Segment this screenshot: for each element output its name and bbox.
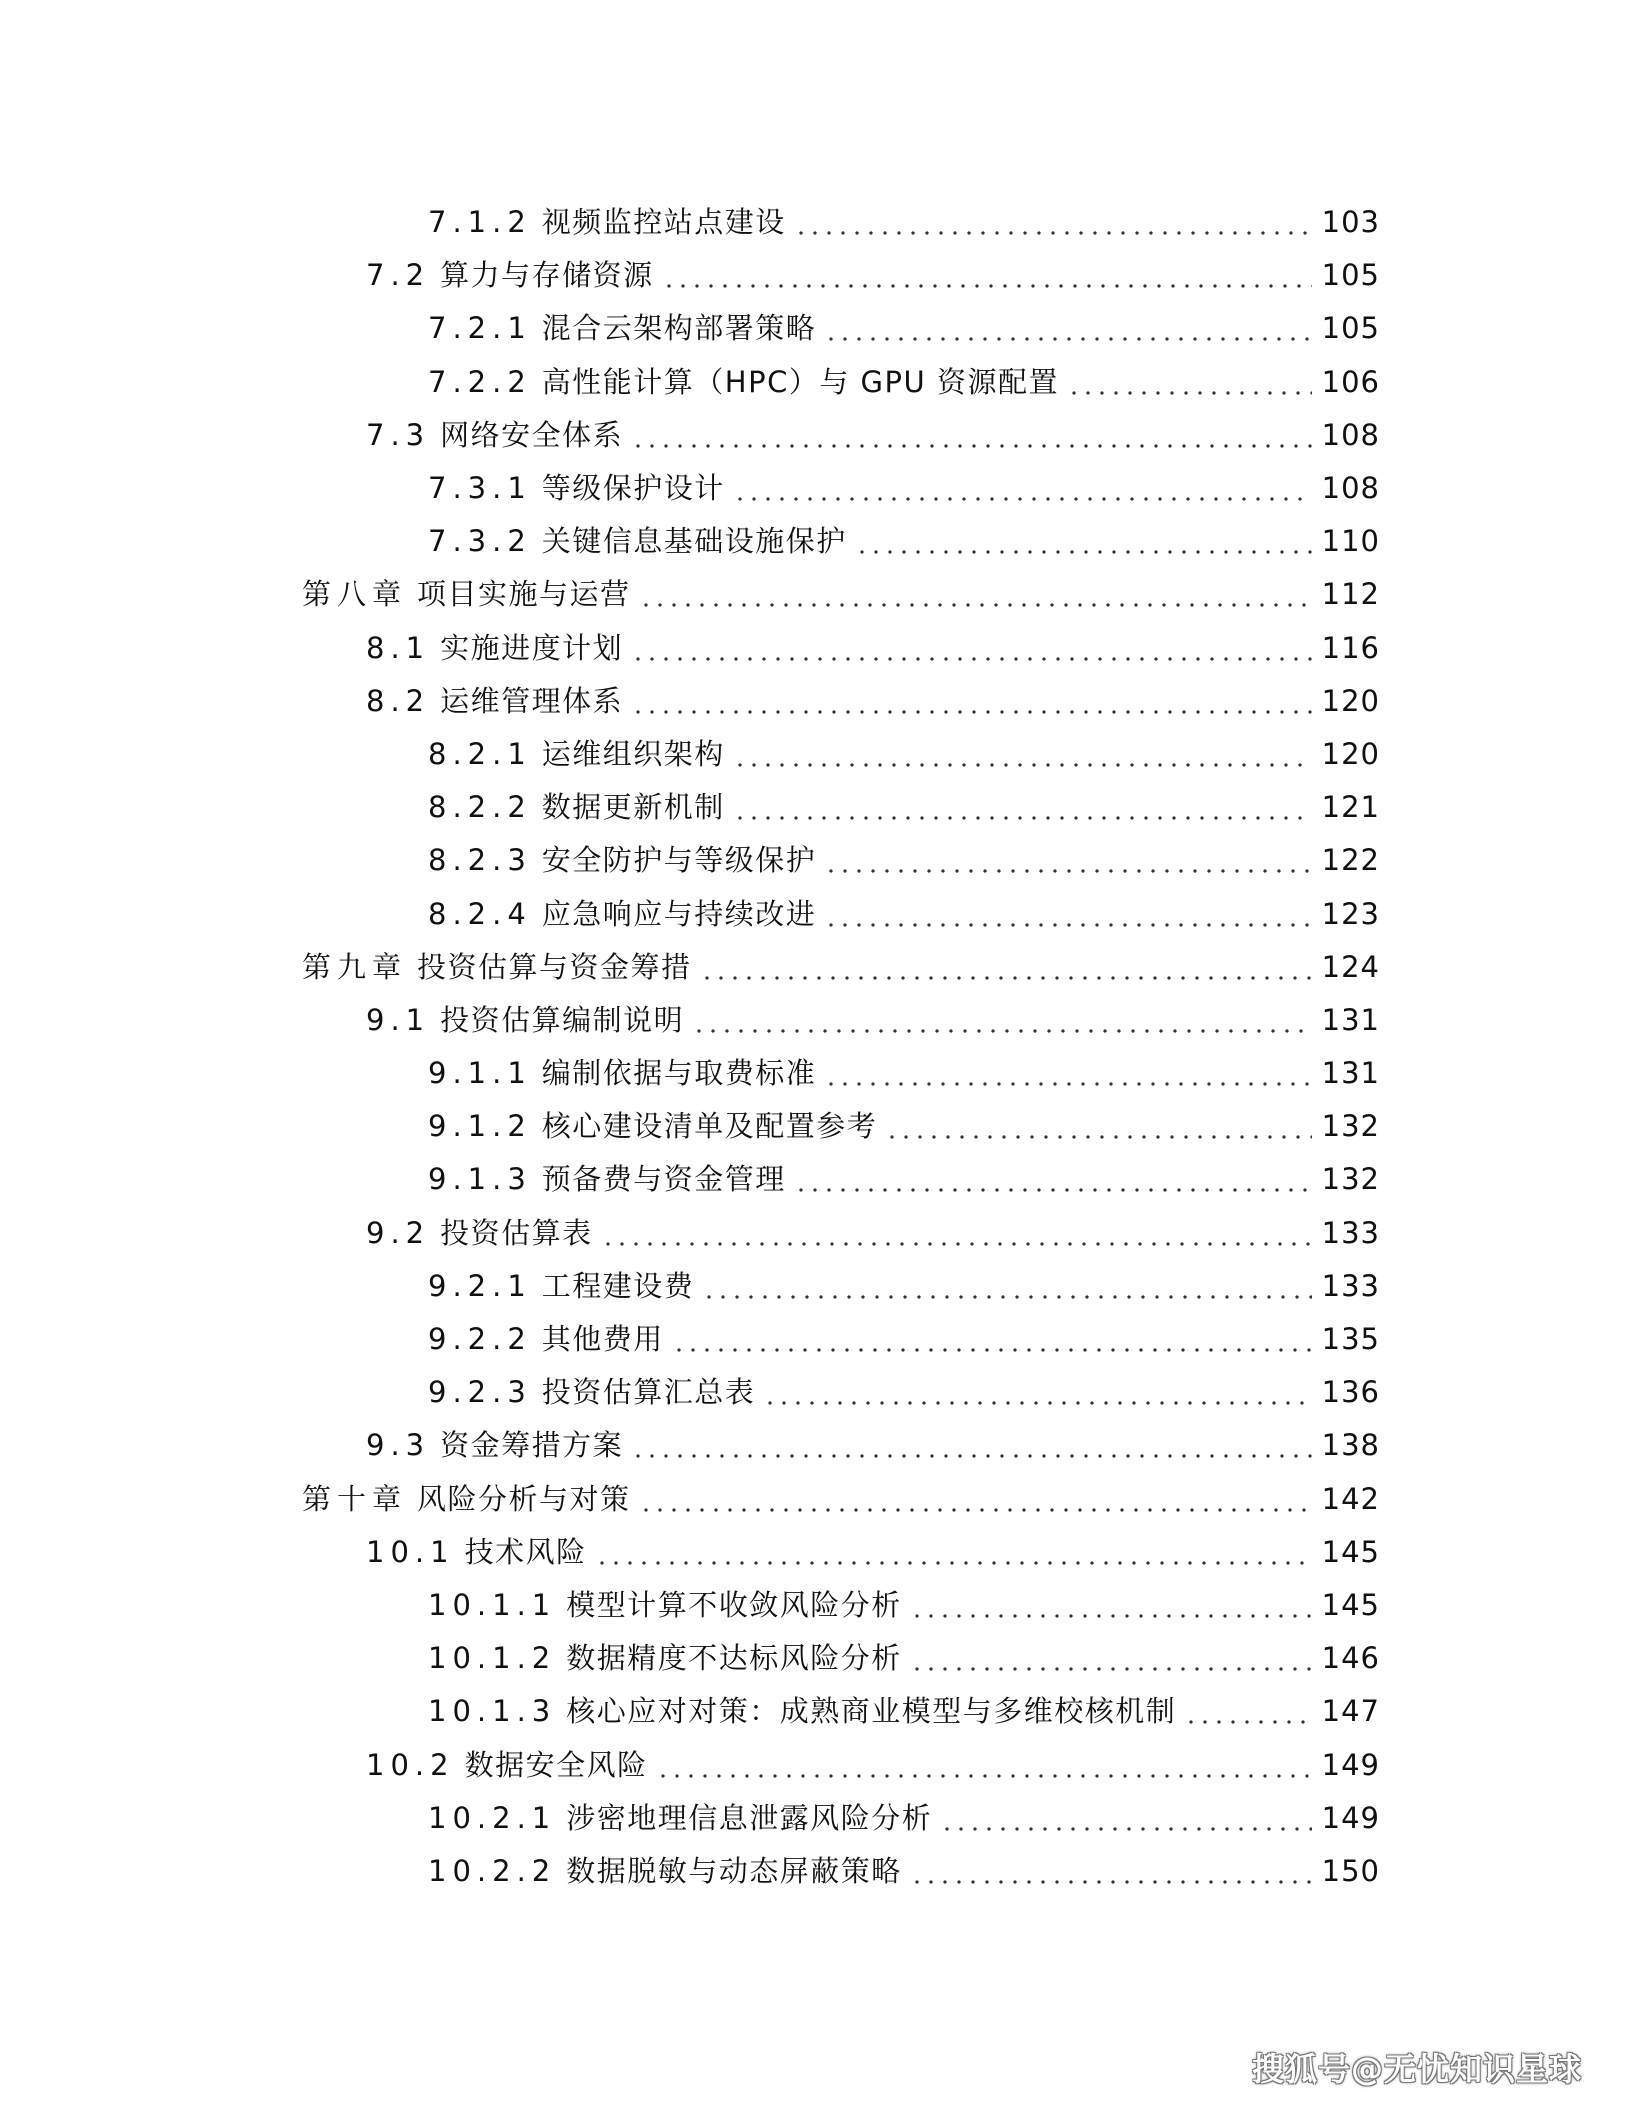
dot-leader xyxy=(631,687,1312,716)
toc-entry-number: 8.2 xyxy=(366,683,431,718)
toc-entry-title: 投资估算汇总表 xyxy=(541,1375,756,1410)
toc-entry-number: 9.1 xyxy=(366,1002,431,1037)
toc-entry-number: 7.3.1 xyxy=(428,471,532,506)
toc-entry-page-number: 133 xyxy=(1321,1215,1380,1250)
toc-entry-label xyxy=(428,1587,902,1622)
toc-entry-number: 8.2.2 xyxy=(428,790,532,825)
toc-entry[interactable] xyxy=(0,994,1632,1047)
dot-leader xyxy=(885,1112,1311,1141)
toc-entry[interactable] xyxy=(0,1579,1632,1632)
dot-leader xyxy=(733,740,1312,769)
toc-entry-number: 9.2.3 xyxy=(428,1375,532,1410)
toc-entry-number: 7.3.2 xyxy=(428,524,532,559)
toc-entry-page-number: 145 xyxy=(1321,1587,1380,1622)
toc-entry-page-number: 149 xyxy=(1321,1747,1380,1782)
toc-entry-label xyxy=(366,1428,624,1463)
toc-entry[interactable] xyxy=(0,622,1632,675)
toc-entry[interactable] xyxy=(0,887,1632,940)
toc-entry-title: 其他费用 xyxy=(541,1322,664,1357)
toc-entry[interactable] xyxy=(0,1419,1632,1472)
toc-entry-title: 视频监控站点建设 xyxy=(541,205,786,240)
toc-entry-page-number: 146 xyxy=(1321,1641,1380,1676)
toc-entry-page-number: 132 xyxy=(1321,1162,1380,1197)
toc-entry-title: 风险分析与对策 xyxy=(417,1481,631,1516)
toc-entry[interactable] xyxy=(0,568,1632,621)
toc-entry-page-number: 122 xyxy=(1321,843,1380,878)
toc-entry-number: 10.1.1 xyxy=(428,1587,557,1622)
dot-leader xyxy=(794,208,1312,237)
toc-entry-title: 投资估算与资金筹措 xyxy=(417,949,692,984)
dot-leader xyxy=(639,1485,1312,1514)
toc-entry-number: 10.2 xyxy=(366,1747,455,1782)
toc-entry-label xyxy=(302,1481,631,1516)
toc-entry-label xyxy=(366,683,624,718)
dot-leader xyxy=(794,1165,1312,1194)
toc-entry-page-number: 131 xyxy=(1321,1002,1380,1037)
toc-entry-label xyxy=(366,630,624,665)
dot-leader xyxy=(824,846,1311,875)
watermark: 搜狐号@无忧知识星球 xyxy=(1251,2050,1582,2088)
toc-entry-number: 8.2.3 xyxy=(428,843,532,878)
toc-entry-number: 7.2 xyxy=(366,258,431,293)
toc-entry[interactable] xyxy=(0,1260,1632,1313)
toc-entry-number: 7.2.2 xyxy=(428,364,532,399)
toc-entry-number: 9.1.1 xyxy=(428,1056,532,1091)
toc-entry-label xyxy=(428,1322,664,1357)
toc-entry-number: 8.2.1 xyxy=(428,736,532,771)
dot-leader xyxy=(910,1857,1312,1886)
toc-entry-label xyxy=(428,896,817,931)
toc-entry-page-number: 124 xyxy=(1321,949,1380,984)
toc-entry-title: 预备费与资金管理 xyxy=(541,1162,786,1197)
toc-entry-title: 实施进度计划 xyxy=(440,630,624,665)
toc-entry[interactable] xyxy=(0,1473,1632,1526)
toc-entry[interactable] xyxy=(0,462,1632,515)
toc-entry-page-number: 105 xyxy=(1321,258,1380,293)
dot-leader xyxy=(692,1006,1312,1035)
toc-entry-page-number: 133 xyxy=(1321,1268,1380,1303)
dot-leader xyxy=(824,1059,1311,1088)
toc-entry-page-number: 138 xyxy=(1321,1428,1380,1463)
toc-entry-label xyxy=(428,1641,902,1676)
toc-entry-label xyxy=(428,205,786,240)
toc-entry-title: 等级保护设计 xyxy=(541,471,725,506)
toc-entry[interactable] xyxy=(0,196,1632,249)
toc-entry-number: 8.1 xyxy=(366,630,431,665)
toc-entry-label xyxy=(428,736,725,771)
toc-entry-page-number: 145 xyxy=(1321,1534,1380,1569)
dot-leader xyxy=(631,1431,1312,1460)
toc-entry-label xyxy=(428,1694,1177,1729)
dot-leader xyxy=(910,1591,1312,1620)
toc-entry-title: 混合云架构部署策略 xyxy=(541,311,817,346)
toc-entry-page-number: 105 xyxy=(1321,311,1380,346)
toc-entry-title: 资金筹措方案 xyxy=(440,1428,624,1463)
toc-entry[interactable] xyxy=(0,1685,1632,1738)
dot-leader xyxy=(733,474,1312,503)
toc-entry-label xyxy=(428,364,1059,399)
toc-entry-page-number: 120 xyxy=(1321,736,1380,771)
toc-entry-title: 编制依据与取费标准 xyxy=(541,1056,817,1091)
toc-entry[interactable] xyxy=(0,1738,1632,1791)
toc-entry-label xyxy=(428,524,847,559)
dot-leader xyxy=(631,421,1312,450)
dot-leader xyxy=(1067,368,1312,397)
toc-entry-label xyxy=(366,258,654,293)
toc-entry-page-number: 149 xyxy=(1321,1800,1380,1835)
toc-entry-title: 数据更新机制 xyxy=(541,790,725,825)
dot-leader xyxy=(639,580,1312,609)
toc-entry-page-number: 108 xyxy=(1321,417,1380,452)
toc-entry[interactable] xyxy=(0,675,1632,728)
toc-entry-label xyxy=(428,1056,817,1091)
toc-entry-number: 10.1.2 xyxy=(428,1641,557,1676)
toc-entry-label xyxy=(428,1800,933,1835)
dot-leader xyxy=(763,1378,1311,1407)
toc-entry-label xyxy=(302,949,692,984)
toc-entry-page-number: 136 xyxy=(1321,1375,1380,1410)
toc-entry-title: 安全防护与等级保护 xyxy=(541,843,817,878)
dot-leader xyxy=(733,793,1312,822)
dot-leader xyxy=(1184,1697,1311,1726)
toc-entry-page-number: 103 xyxy=(1321,205,1380,240)
dot-leader xyxy=(656,1751,1312,1780)
dot-leader xyxy=(631,634,1312,663)
toc-entry[interactable] xyxy=(0,781,1632,834)
toc-entry-number: 9.1.2 xyxy=(428,1109,532,1144)
toc-entry-label xyxy=(428,1109,878,1144)
toc-entry[interactable] xyxy=(0,834,1632,887)
toc-entry[interactable] xyxy=(0,356,1632,409)
toc-entry-title: 核心应对对策：成熟商业模型与多维校核机制 xyxy=(566,1694,1177,1729)
toc-entry-page-number: 150 xyxy=(1321,1853,1380,1888)
toc-entry-label xyxy=(428,1162,786,1197)
toc-entry-number: 10.1 xyxy=(366,1534,455,1569)
toc-entry[interactable] xyxy=(0,941,1632,994)
toc-entry-page-number: 112 xyxy=(1321,577,1380,612)
toc-entry-page-number: 142 xyxy=(1321,1481,1380,1516)
toc-entry-number: 9.1.3 xyxy=(428,1162,532,1197)
toc-entry-label xyxy=(366,1534,587,1569)
toc-entry-title: 算力与存储资源 xyxy=(440,258,654,293)
toc-entry-title: 模型计算不收敛风险分析 xyxy=(566,1587,902,1622)
toc-entry[interactable] xyxy=(0,1845,1632,1898)
toc-entry-title: 投资估算编制说明 xyxy=(440,1002,685,1037)
toc-entry-title: 投资估算表 xyxy=(440,1215,593,1250)
toc-entry[interactable] xyxy=(0,1366,1632,1419)
toc-entry-number: 7.1.2 xyxy=(428,205,532,240)
toc-entry-label xyxy=(428,1375,756,1410)
toc-entry-title: 高性能计算（HPC）与 GPU 资源配置 xyxy=(541,364,1059,399)
toc-entry-number: 7.3 xyxy=(366,417,431,452)
toc-entry-number: 第八章 xyxy=(302,577,408,612)
toc-entry-page-number: 108 xyxy=(1321,471,1380,506)
toc-entry-title: 数据精度不达标风险分析 xyxy=(566,1641,902,1676)
toc-entry-page-number: 123 xyxy=(1321,896,1380,931)
toc-entry[interactable] xyxy=(0,1207,1632,1260)
toc-entry-title: 网络安全体系 xyxy=(440,417,624,452)
toc-entry-page-number: 147 xyxy=(1321,1694,1380,1729)
toc-entry-page-number: 120 xyxy=(1321,683,1380,718)
toc-entry[interactable] xyxy=(0,728,1632,781)
toc-entry-page-number: 135 xyxy=(1321,1322,1380,1357)
table-of-contents xyxy=(0,196,1632,1898)
toc-entry-page-number: 110 xyxy=(1321,524,1380,559)
toc-entry[interactable] xyxy=(0,1313,1632,1366)
toc-entry[interactable] xyxy=(0,1100,1632,1153)
toc-entry-title: 项目实施与运营 xyxy=(417,577,631,612)
toc-entry[interactable] xyxy=(0,249,1632,302)
dot-leader xyxy=(855,527,1312,556)
toc-entry-number: 10.1.3 xyxy=(428,1694,557,1729)
toc-entry-title: 核心建设清单及配置参考 xyxy=(541,1109,878,1144)
toc-entry-title: 数据脱敏与动态屏蔽策略 xyxy=(566,1853,902,1888)
toc-entry-title: 关键信息基础设施保护 xyxy=(541,524,847,559)
toc-entry-page-number: 106 xyxy=(1321,364,1380,399)
toc-entry-number: 10.2.1 xyxy=(428,1800,557,1835)
dot-leader xyxy=(824,314,1311,343)
toc-entry-number: 9.2.1 xyxy=(428,1268,532,1303)
toc-entry-number: 7.2.1 xyxy=(428,311,532,346)
toc-entry-label xyxy=(428,311,817,346)
toc-entry-label xyxy=(428,843,817,878)
toc-entry-number: 9.2.2 xyxy=(428,1322,532,1357)
toc-entry[interactable] xyxy=(0,302,1632,355)
toc-entry-label xyxy=(428,471,725,506)
toc-entry[interactable] xyxy=(0,1526,1632,1579)
toc-entry-number: 10.2.2 xyxy=(428,1853,557,1888)
toc-entry[interactable] xyxy=(0,409,1632,462)
toc-entry-page-number: 116 xyxy=(1321,630,1380,665)
toc-entry-label xyxy=(366,417,624,452)
toc-entry-number: 9.3 xyxy=(366,1428,431,1463)
dot-leader xyxy=(910,1644,1312,1673)
toc-entry-page-number: 131 xyxy=(1321,1056,1380,1091)
toc-entry-page-number: 132 xyxy=(1321,1109,1380,1144)
toc-entry[interactable] xyxy=(0,1047,1632,1100)
dot-leader xyxy=(601,1219,1312,1248)
dot-leader xyxy=(940,1804,1311,1833)
dot-leader xyxy=(700,953,1312,982)
toc-entry-label xyxy=(366,1747,648,1782)
dot-leader xyxy=(662,261,1312,290)
toc-entry-number: 9.2 xyxy=(366,1215,431,1250)
toc-entry-title: 技术风险 xyxy=(464,1534,587,1569)
toc-entry-label xyxy=(428,790,725,825)
dot-leader xyxy=(824,900,1311,929)
toc-entry-title: 运维管理体系 xyxy=(440,683,624,718)
dot-leader xyxy=(702,1272,1311,1301)
toc-entry-label xyxy=(428,1853,902,1888)
toc-entry-label xyxy=(428,1268,695,1303)
toc-entry-page-number: 121 xyxy=(1321,790,1380,825)
toc-entry-title: 数据安全风险 xyxy=(464,1747,648,1782)
toc-entry-label xyxy=(366,1002,685,1037)
toc-entry-title: 运维组织架构 xyxy=(541,736,725,771)
toc-entry-label xyxy=(366,1215,593,1250)
toc-entry[interactable] xyxy=(0,1792,1632,1845)
dot-leader xyxy=(595,1538,1312,1567)
toc-entry[interactable] xyxy=(0,1153,1632,1206)
toc-entry-number: 第十章 xyxy=(302,1481,408,1516)
toc-entry-number: 第九章 xyxy=(302,949,408,984)
toc-entry[interactable] xyxy=(0,515,1632,568)
toc-entry-title: 工程建设费 xyxy=(541,1268,695,1303)
dot-leader xyxy=(672,1325,1312,1354)
toc-entry-title: 应急响应与持续改进 xyxy=(541,896,817,931)
toc-entry[interactable] xyxy=(0,1632,1632,1685)
toc-entry-title: 涉密地理信息泄露风险分析 xyxy=(566,1800,933,1835)
toc-entry-label xyxy=(302,577,631,612)
toc-entry-number: 8.2.4 xyxy=(428,896,532,931)
